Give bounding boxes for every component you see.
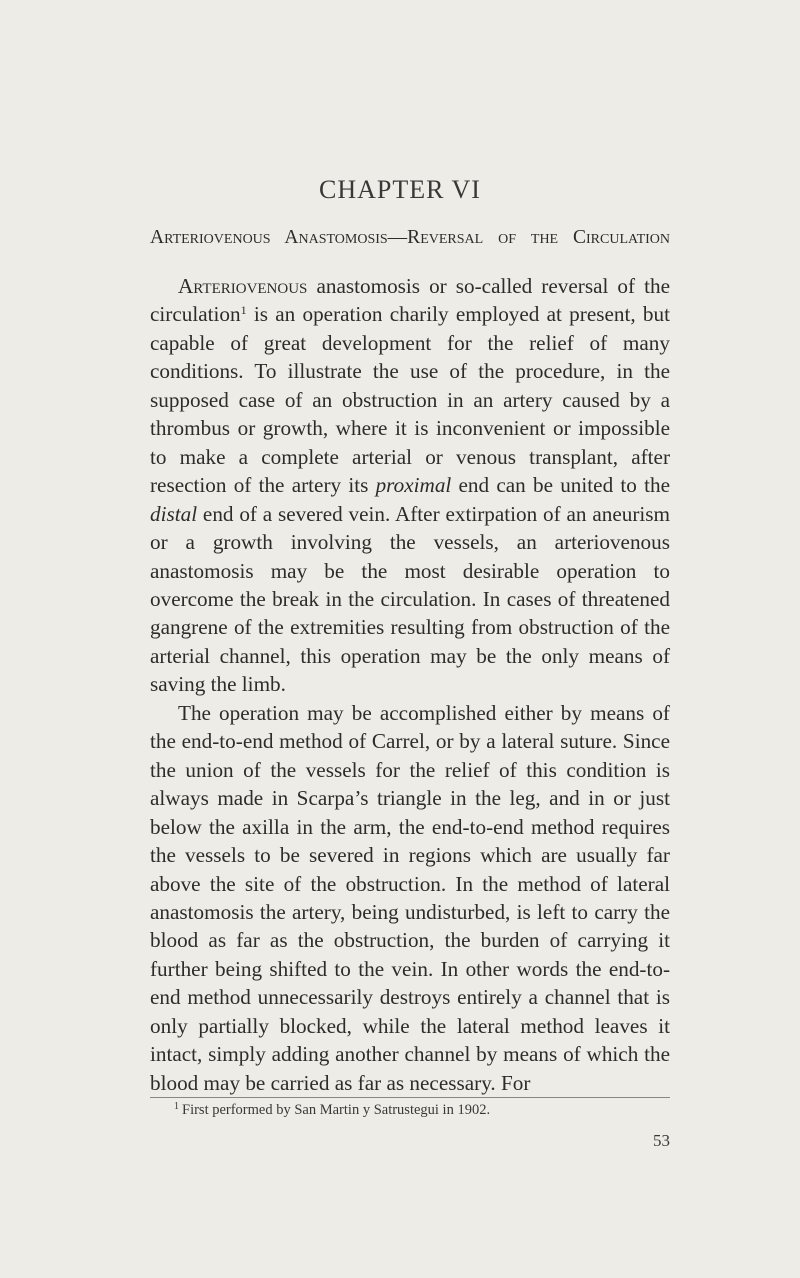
footnote-text: First performed by San Martin y Satrustegui in 1902. — [182, 1102, 491, 1118]
paragraph-1-text-c: end can be united to the — [451, 473, 670, 498]
footnote-reference: 1 — [240, 303, 247, 318]
paragraph-1-text-b: is an operation charily employed at present, but capable of great development for the relief of many conditions. To illustrate the use of the procedure, in the supposed case of an obstruction in an artery caused by a thrombus or growth, where it is inconvenient or impossible to make a complete arterial or venous transplant, after resection of the artery its — [150, 302, 670, 498]
italic-proximal: proximal — [375, 473, 452, 498]
chapter-heading: CHAPTER VI — [319, 175, 481, 204]
page-number: 53 — [653, 1131, 670, 1150]
paragraph-1-text-a: anastomosis or so-called reversal of the circulation — [150, 274, 670, 327]
italic-distal: distal — [150, 501, 198, 526]
section-title: Arteriovenous Anastomosis—Reversal of the Circulation — [150, 227, 670, 248]
footnote-mark: 1 — [174, 1101, 179, 1112]
paragraph-2: The operation may be accomplished either by means of the end-to-end method of Carrel, or by a lateral suture. Since the union of the vessels for the relief of this condition is always made in Scarpa’s triangle in the leg, and in or just below the axilla in the arm, the end-to-end method requires the vessels to be severed in regions which are usually far above the site of the obstruction. In the method of lateral anastomosis the artery, being undisturbed, is left to carry the blood as far as the obstruction, the burden of carrying it further being shifted to the vein. In other words the end-to-end method unnecessarily destroys entirely a channel that is only partially blocked, while the lateral method leaves it intact, simply adding another channel by means of which the blood may be carried as far as necessary. For — [150, 700, 670, 1095]
footnote-divider — [150, 1097, 670, 1098]
paragraph-1-text-d: end of a severed vein. After extirpation of an aneurism or a growth involving the vessels, an arteriovenous anastomosis may be the most desirable operation to overcome the break in the circulation. In cases of threatened gangrene of the extremities resulting from obstruction of the arterial channel, this operation may be the only means of saving the limb. — [150, 501, 670, 697]
paragraph-1 — [150, 272, 670, 699]
body-text — [150, 272, 670, 1097]
footnote — [174, 1102, 674, 1119]
paragraph-lead-word: Arteriovenous — [178, 274, 308, 298]
